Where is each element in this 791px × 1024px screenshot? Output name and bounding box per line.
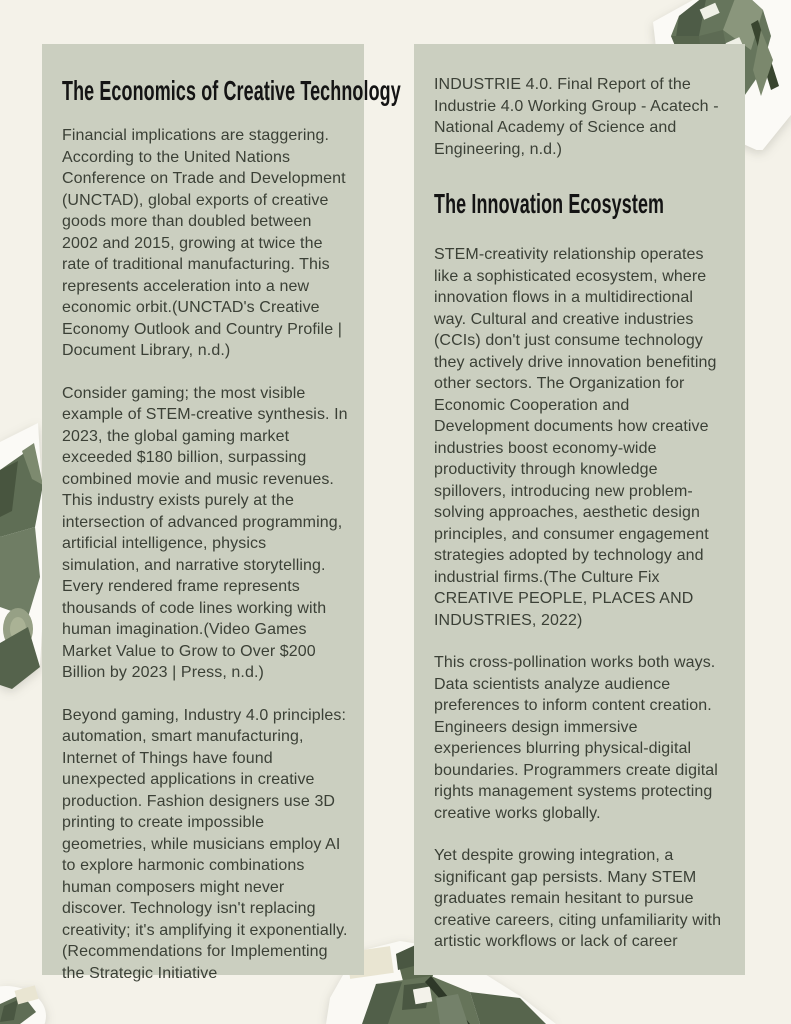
left-column-panel: [42, 44, 401, 982]
right-paragraph-2: This cross-pollination works both ways. Data scientists analyze audience preferences to inform content creation. Engineers design immersive experiences blurring physical-digital boundaries. Programmers create digital rights management systems protecting creative works globally.: [434, 654, 718, 822]
right-column-heading: The Innovation Ecosystem: [434, 188, 665, 219]
right-column-panel: [414, 44, 745, 975]
right-paragraph-1: STEM-creativity relationship operates like a sophisticated ecosystem, where innovation flows in a multidirectional way. Cultural and creative industries (CCIs) don't just consume technology they actively drive innovation benefiting other sectors. The Organization for Economic Cooperation and Development documents how creative industries boost economy-wide productivity through knowledge spillovers, introducing new problem-solving approaches, aesthetic design principles, and consumer engagement strategies adopted by technology and industrial firms.(The Culture Fix CREATIVE PEOPLE, PLACES AND INDUSTRIES, 2022): [434, 246, 717, 629]
left-paragraph-1: Financial implications are staggering. According to the United Nations Conference on Trade and Development (UNCTAD), global exports of creative goods more than doubled between 2002 and 2015, growing at twice the rate of traditional manufacturing. This represents acceleration into a new economic orbit.(UNCTAD's Creative Economy Outlook and Country Profile | Document Library, n.d.): [62, 127, 346, 359]
left-column-heading: The Economics of Creative Technology: [62, 75, 401, 106]
right-paragraph-3: Yet despite growing integration, a significant gap persists. Many STEM graduates remain hesitant to pursue creative careers, citing unfamiliarity with artistic workflows or lack of career: [434, 847, 722, 950]
right-citation-paragraph: INDUSTRIE 4.0. Final Report of the Industrie 4.0 Working Group - Acatech - National Academy of Science and Engineering, n.d.): [434, 76, 719, 158]
origami-dollar-bottom-left-icon: [0, 982, 48, 1024]
left-paragraph-2: Consider gaming; the most visible example of STEM-creative synthesis. In 2023, the global gaming market exceeded $180 billion, surpassing combined movie and music revenues. This industry exists purely at the intersection of advanced programming, artificial intelligence, physics simulation, and narrative storytelling. Every rendered frame represents thousands of code lines working with human imagination.(Video Games Market Value to Grow to Over $200 Billion by 2023 | Press, n.d.): [62, 384, 348, 681]
left-paragraph-3: Beyond gaming, Industry 4.0 principles: automation, smart manufacturing, Internet of Things have found unexpected applications in creative production. Fashion designers use 3D printing to create impossible geometries, while musicians employ AI to explore harmonic combinations human composers might never discover. Technology isn't replacing creativity; it's amplifying it exponentially.(Recommendations for Implementing the Strategic Initiative: [62, 706, 348, 982]
